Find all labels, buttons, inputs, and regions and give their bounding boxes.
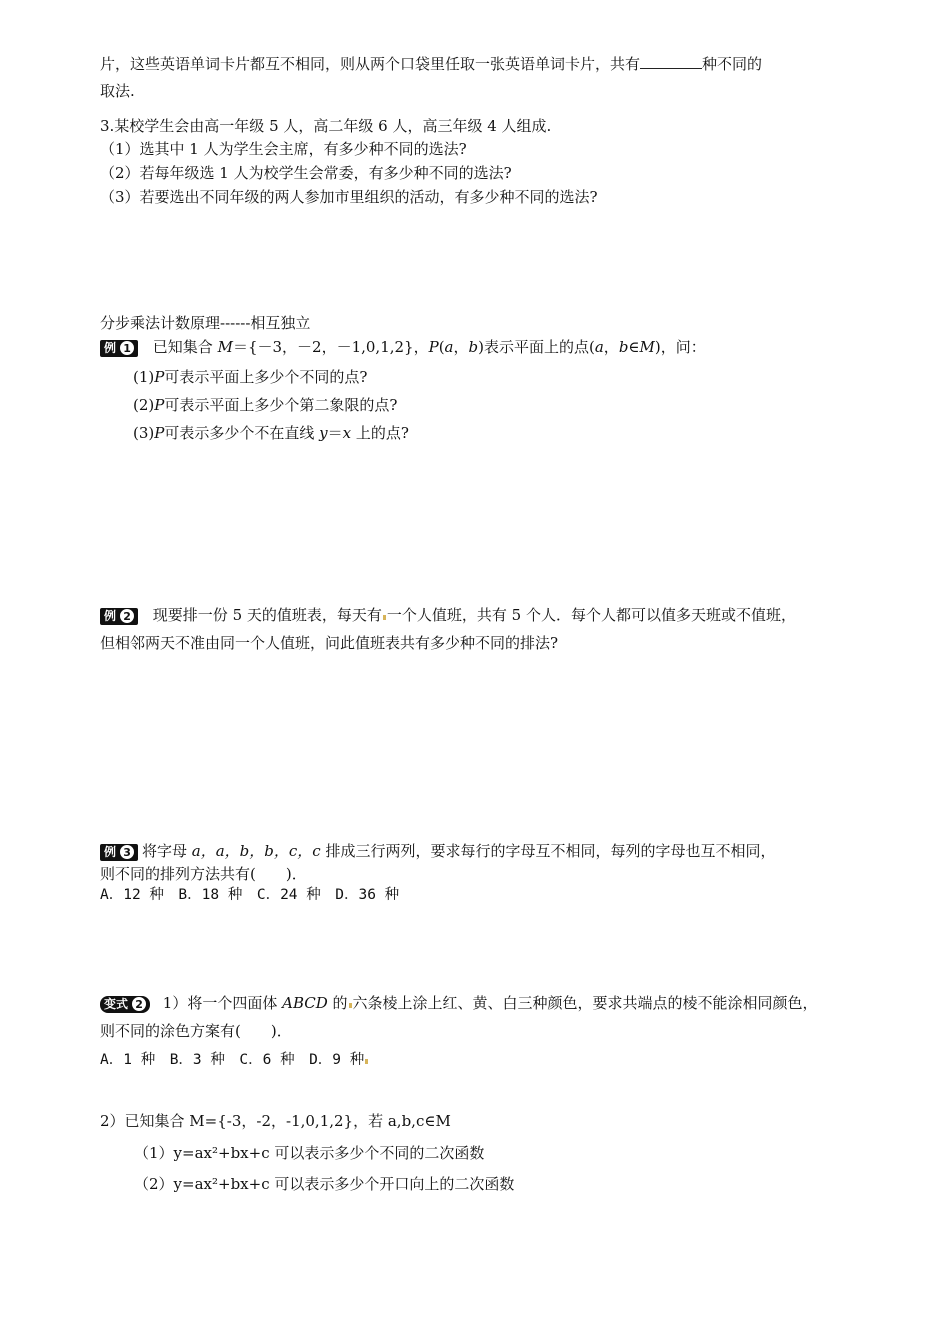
variant-2-options: A．1 种 B．3 种 C．6 种 D．9 种: [100, 1049, 369, 1071]
answer-blank[interactable]: [640, 54, 702, 69]
example-3-line-1: 例 3 将字母 a，a，b，b，c，c 排成三行两列，要求每行的字母互不相同，每列的字母也互不相同，: [100, 840, 775, 862]
example-1-part-2: (2)P可表示平面上多少个第二象限的点?: [133, 396, 398, 414]
example-3-options: A．12 种 B．18 种 C．24 种 D．36 种: [100, 887, 400, 903]
variant-2-part-2-1: （1）y=ax²+bx+c 可以表示多少个不同的二次函数: [134, 1144, 485, 1162]
variant-2-line-2: 则不同的涂色方案有( )．: [100, 1022, 292, 1040]
intro-text: 片，这些英语单词卡片都互不相同，则从两个口袋里任取一张英语单词卡片，共有: [100, 55, 641, 73]
example-2-line-2: 但相邻两天不准由同一个人值班，问此值班表共有多少种不同的排法?: [100, 634, 559, 652]
example-3-line-2: 则不同的排列方法共有( )．: [100, 865, 307, 883]
example-2-badge: 例 2: [100, 608, 138, 625]
example-1-part-1: (1)P可表示平面上多少个不同的点?: [133, 368, 368, 386]
mark-dot: [349, 1003, 352, 1008]
intro-line-1: [100, 53, 762, 75]
variant-2-badge: 变式 2: [100, 996, 150, 1013]
example-1-badge: 例 1: [100, 340, 138, 357]
variant-2-part-2-stem: 2）已知集合 M={-3，-2，-1,0,1,2}，若 a,b,c∈M: [100, 1112, 451, 1130]
variant-2-line-1: 变式 2 1）将一个四面体 ABCD 的 六条棱上涂上红、黄、白三种颜色，要求共端点的棱不能涂相同颜色，: [100, 992, 818, 1014]
intro-text-end: 种不同的: [702, 55, 763, 73]
q3-part-2: （2）若每年级选 1 人为校学生会常委，有多少种不同的选法?: [100, 164, 512, 182]
q3-stem: 3.某校学生会由高一年级 5 人，高二年级 6 人，高三年级 4 人组成.: [100, 117, 552, 135]
example-1-stem: 例 1 已知集合 M＝{－3，－2，－1,0,1,2}，P(a，b)表示平面上的点(a，b∈M)，问：: [100, 336, 706, 358]
mark-dot: [383, 615, 386, 620]
q3-part-1: （1）选其中 1 人为学生会主席，有多少种不同的选法?: [100, 140, 467, 158]
mark-dot: [365, 1059, 368, 1064]
section-title: 分步乘法计数原理------相互独立: [100, 314, 311, 332]
example-3-badge: 例 3: [100, 844, 138, 861]
example-1-part-3: (3)P可表示多少个不在直线 y＝x 上的点?: [133, 424, 409, 442]
intro-line-2: 取法.: [100, 82, 135, 100]
q3-part-3: （3）若要选出不同年级的两人参加市里组织的活动，有多少种不同的选法?: [100, 188, 598, 206]
example-2-line-1: 例 2 现要排一份 5 天的值班表，每天有 一个人值班，共有 5 个人．每个人都可以值多天班或不值班，: [100, 604, 796, 626]
variant-2-part-2-2: （2）y=ax²+bx+c 可以表示多少个开口向上的二次函数: [134, 1175, 515, 1193]
